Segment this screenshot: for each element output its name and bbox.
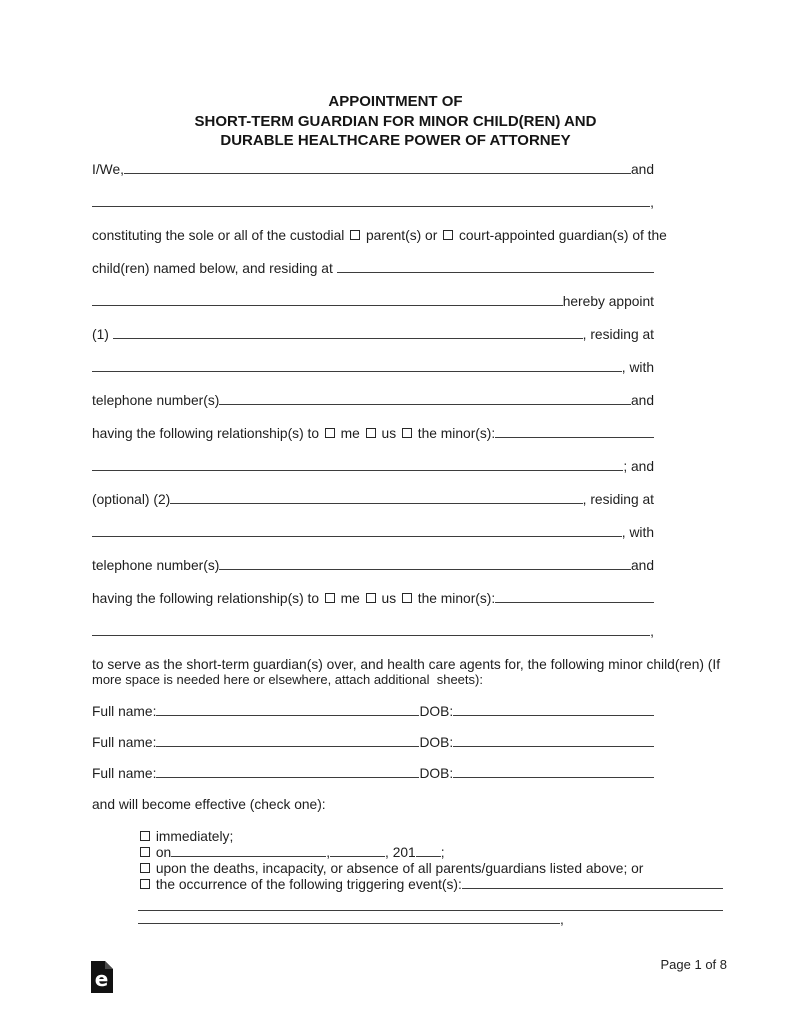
line-child-3-text-0: Full name: [92,765,157,781]
line-child-1-text-0: Full name: [92,703,157,719]
line-guardian2-phone-text-2: and [630,557,654,573]
line-child-1-blank-field-1[interactable] [156,704,419,716]
check-on-date-text-3: , [326,845,331,860]
check-upon-deaths [138,862,654,877]
line-child-2 [92,735,654,751]
line-custodial-status-text-0: constituting the sole or all of the custodial [92,227,349,243]
line-guardian1-phone-blank-field-1[interactable] [219,393,631,405]
upon-deaths-checkbox[interactable] [140,863,150,873]
line-guardian1-name-text-0: (1) [92,326,113,342]
line-principal-names-1-text-2: and [630,161,654,177]
line-principal-address-1-text-0: child(ren) named below, and residing at [92,260,337,276]
court-appointed-guardians-checkbox[interactable] [443,230,453,240]
line-guardian1-relationship-2-blank-field-0[interactable] [92,459,623,471]
line-guardian2-address-text-1: , with [621,524,654,540]
check-triggering-event-blank-field-2[interactable] [462,877,723,889]
line-guardian1-relationship-blank-field-7[interactable] [495,426,654,438]
me-checkbox[interactable] [325,428,335,438]
line-principal-address-2-text-1: hereby appoint [562,293,654,309]
line-guardian2-name-text-0: (optional) (2) [92,491,171,507]
para-to-serve-line-1 [92,656,721,673]
line-child-3-blank-field-3[interactable] [453,766,654,778]
line-guardian2-relationship [92,591,654,607]
line-guardian1-relationship [92,426,654,442]
us-checkbox[interactable] [366,593,376,603]
line-child-2-blank-field-3[interactable] [453,735,654,747]
line-guardian1-relationship-text-0: having the following relationship(s) to [92,425,323,441]
line-guardian1-relationship-2-text-1: ; and [623,458,654,474]
line-principal-names-1 [92,162,654,178]
line-triggering-event-3-text-1: , [560,911,564,927]
line-guardian1-address-text-1: , with [621,359,654,375]
check-upon-deaths-text-1: upon the deaths, incapacity, or absence of all parents/guardians listed above; or [152,860,644,876]
check-triggering-event [138,877,723,893]
line-guardian1-name-text-2: , residing at [582,326,654,342]
immediately-checkbox[interactable] [140,831,150,841]
line-guardian2-relationship-2 [92,624,654,640]
the-minors-checkbox[interactable] [402,593,412,603]
line-guardian1-phone-text-0: telephone number(s) [92,392,220,408]
line-guardian1-name [92,327,654,343]
line-effective-label [92,797,654,813]
us-checkbox[interactable] [366,428,376,438]
line-principal-names-2-text-1: , [650,194,654,210]
line-guardian1-address [92,360,654,376]
line-principal-address-1 [92,261,654,277]
line-guardian2-relationship-text-4: us [377,590,400,606]
line-child-1 [92,704,654,720]
the-minors-checkbox[interactable] [402,428,412,438]
line-custodial-status-text-2: parent(s) or [362,227,442,243]
line-child-3-blank-field-1[interactable] [156,766,419,778]
line-guardian2-relationship-text-6: the minor(s): [413,590,496,606]
line-principal-names-1-text-0: I/We, [92,161,124,177]
check-triggering-event-text-1: the occurrence of the following triggering event(s): [152,877,462,892]
line-guardian2-relationship-text-2: me [336,590,364,606]
form-body [92,161,721,928]
line-guardian1-relationship-text-6: the minor(s): [413,425,496,441]
line-triggering-event-3-blank-field-0[interactable] [138,912,560,924]
line-principal-names-2-blank-field-0[interactable] [92,195,650,207]
line-child-1-blank-field-3[interactable] [453,704,654,716]
line-guardian1-phone-text-2: and [630,392,654,408]
logo-letter: e [94,967,109,991]
line-guardian1-relationship-text-4: us [377,425,400,441]
line-principal-address-1-blank-field-1[interactable] [337,261,654,273]
line-child-2-blank-field-1[interactable] [156,735,419,747]
line-guardian1-relationship-2 [92,459,654,475]
line-guardian2-name-blank-field-1[interactable] [170,492,582,504]
line-guardian1-relationship-text-2: me [336,425,364,441]
check-on-date-blank-field-2[interactable] [171,845,326,857]
line-child-3-text-2: DOB: [419,765,454,781]
title-line-2: SHORT-TERM GUARDIAN FOR MINOR CHILD(REN) AND [194,112,597,130]
line-principal-names-1-blank-field-1[interactable] [124,162,631,174]
line-principal-address-2-blank-field-0[interactable] [92,294,563,306]
line-guardian2-name-text-2: , residing at [582,491,654,507]
line-effective-label-text-0: and will become effective (check one): [92,796,326,812]
line-guardian1-phone [92,393,654,409]
on-date-checkbox[interactable] [140,847,150,857]
line-guardian2-address [92,525,654,541]
para-to-serve-line-2 [92,672,654,688]
line-guardian2-address-blank-field-0[interactable] [92,525,622,537]
line-principal-names-2 [92,195,654,211]
line-guardian2-phone-blank-field-1[interactable] [219,558,631,570]
line-guardian2-relationship-blank-field-7[interactable] [495,591,654,603]
line-triggering-event-3 [138,912,654,928]
line-child-2-text-0: Full name: [92,734,157,750]
eforms-logo-icon [91,961,113,993]
line-custodial-status-text-4: court-appointed guardian(s) of the [455,227,667,243]
line-guardian2-relationship-text-0: having the following relationship(s) to [92,590,323,606]
check-immediately-text-1: immediately; [152,828,234,844]
line-triggering-event-2 [138,899,723,911]
check-on-date [138,845,654,861]
triggering-event-checkbox[interactable] [140,879,150,889]
para-to-serve-line-1-text-0: to serve as the short-term guardian(s) over, and health care agents for, the following minor child(ren) (If [92,656,721,672]
check-on-date-text-1: on [152,845,172,860]
title-line-3: DURABLE HEALTHCARE POWER OF ATTORNEY [220,132,571,149]
line-principal-address-2 [92,294,654,310]
line-guardian1-name-blank-field-1[interactable] [113,327,583,339]
line-child-1-text-2: DOB: [419,703,454,719]
line-guardian2-relationship-2-blank-field-0[interactable] [92,624,650,636]
line-custodial-status [92,227,667,244]
line-guardian2-name [92,492,654,508]
check-on-date-blank-field-6[interactable] [416,845,441,857]
line-child-2-text-2: DOB: [419,734,454,750]
line-guardian2-phone-text-0: telephone number(s) [92,557,220,573]
line-guardian1-address-blank-field-0[interactable] [92,360,622,372]
parents-checkbox[interactable] [350,230,360,240]
check-on-date-text-5: , 201 [385,845,416,860]
line-triggering-event-2-blank-field-0[interactable] [138,899,723,911]
check-on-date-blank-field-4[interactable] [330,845,385,857]
check-immediately [138,830,654,845]
line-guardian2-phone [92,558,654,574]
line-guardian2-relationship-2-text-1: , [650,623,654,639]
para-to-serve-line-2-text-0: more space is needed here or elsewhere, attach additional sheets): [92,672,483,687]
check-on-date-text-7: ; [440,845,445,860]
line-child-3 [92,766,654,782]
document-title [0,0,791,151]
title-line-1: APPOINTMENT OF [328,93,463,110]
page-number: Page 1 of 8 [660,957,727,972]
me-checkbox[interactable] [325,593,335,603]
